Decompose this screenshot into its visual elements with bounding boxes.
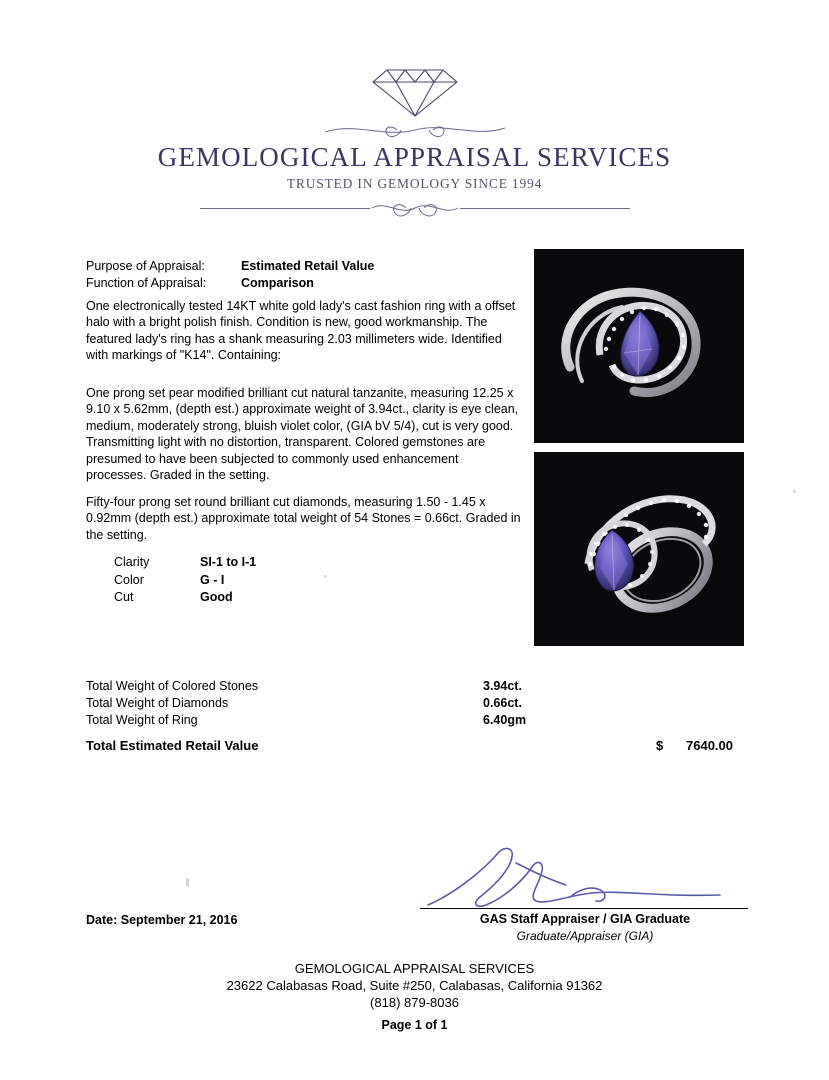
total-row [86, 712, 746, 729]
total-value: 0.66ct. [483, 696, 522, 710]
signature-area [420, 845, 750, 915]
total-label: Total Weight of Ring [86, 713, 198, 727]
description-paragraph-1: One electronically tested 14KT white gold lady's cast fashion ring with a offset halo with a bright polish finish. Condition is new, good workmanship. The featured lady's ring has a shank measuring 2.03 millimeters wide. Identified with markings of "K14". Containing: [86, 299, 516, 363]
spec-label: Clarity [114, 555, 150, 569]
total-value: 3.94ct. [483, 679, 522, 693]
signature-line [420, 908, 748, 909]
appraiser-credential: Graduate/Appraiser (GIA) [516, 929, 654, 943]
header-divider [200, 198, 630, 220]
ring-photo-top [534, 249, 744, 443]
footer-address: 23622 Calabasas Road, Suite #250, Calabasas, California 91362 [226, 978, 603, 993]
spec-label: Cut [114, 590, 134, 604]
purpose-value: Estimated Retail Value [241, 259, 375, 273]
ring-photo-angled [534, 452, 744, 646]
purpose-block [86, 258, 374, 292]
function-label: Function of Appraisal: [86, 276, 207, 290]
spec-row [114, 589, 256, 607]
spec-value: SI-1 to I-1 [200, 555, 257, 569]
grand-total-label: Total Estimated Retail Value [86, 738, 259, 753]
brand-subtitle: TRUSTED IN GEMOLOGY SINCE 1994 [286, 176, 543, 191]
diamond-specs [114, 554, 256, 607]
total-value: 6.40gm [483, 713, 527, 727]
purpose-label: Purpose of Appraisal: [86, 259, 205, 273]
footer-phone: (818) 879-8036 [370, 995, 459, 1010]
grand-total-amount: 7640.00 [686, 738, 733, 753]
total-label: Total Weight of Colored Stones [86, 679, 259, 693]
scan-speck [324, 575, 327, 578]
appraiser-title: GAS Staff Appraiser / GIA Graduate [479, 912, 691, 926]
brand-title: GEMOLOGICAL APPRAISAL SERVICES [157, 142, 672, 172]
total-row [86, 695, 746, 712]
spec-row [114, 554, 256, 572]
description-paragraph-2: One prong set pear modified brilliant cut natural tanzanite, measuring 12.25 x 9.10 x 5.62mm, (depth est.) approximate weight of 3.94ct., clarity is eye clean, medium, moderately strong, bluish violet color, (GIA bV 5/4), cut is very good. Transmitting light with no distortion, transparent. Colored gemstones are presumed to have been subjected to commonly used enhancement processes. Graded in the setting. [86, 386, 519, 483]
spec-value: Good [200, 590, 233, 604]
diamond-icon [355, 62, 475, 120]
flourish-top-icon [265, 122, 565, 138]
date-label: Date: September 21, 2016 [86, 913, 238, 927]
description-paragraph-3: Fifty-four prong set round brilliant cut diamonds, measuring 1.50 - 1.45 x 0.92mm (depth est.) approximate total weight of 54 Stones = 0.66ct. Graded in the setting. [86, 495, 521, 542]
purpose-row [86, 258, 374, 275]
spec-label: Color [114, 572, 144, 587]
document-footer [0, 960, 829, 1034]
function-row [86, 275, 374, 292]
totals-table [86, 678, 746, 729]
signature-icon [420, 845, 750, 915]
scan-speck [186, 878, 189, 887]
total-row [86, 678, 746, 695]
spec-row [114, 572, 256, 590]
document-header [0, 62, 829, 220]
footer-page-number: Page 1 of 1 [381, 1018, 448, 1032]
scan-speck [793, 490, 796, 493]
total-label: Total Weight of Diamonds [86, 696, 229, 710]
footer-company: GEMOLOGICAL APPRAISAL SERVICES [294, 961, 535, 976]
spec-value: G - I [200, 572, 225, 587]
grand-total-currency: $ [656, 738, 664, 753]
flourish-bottom-icon [370, 198, 460, 223]
function-value: Comparison [241, 276, 314, 290]
